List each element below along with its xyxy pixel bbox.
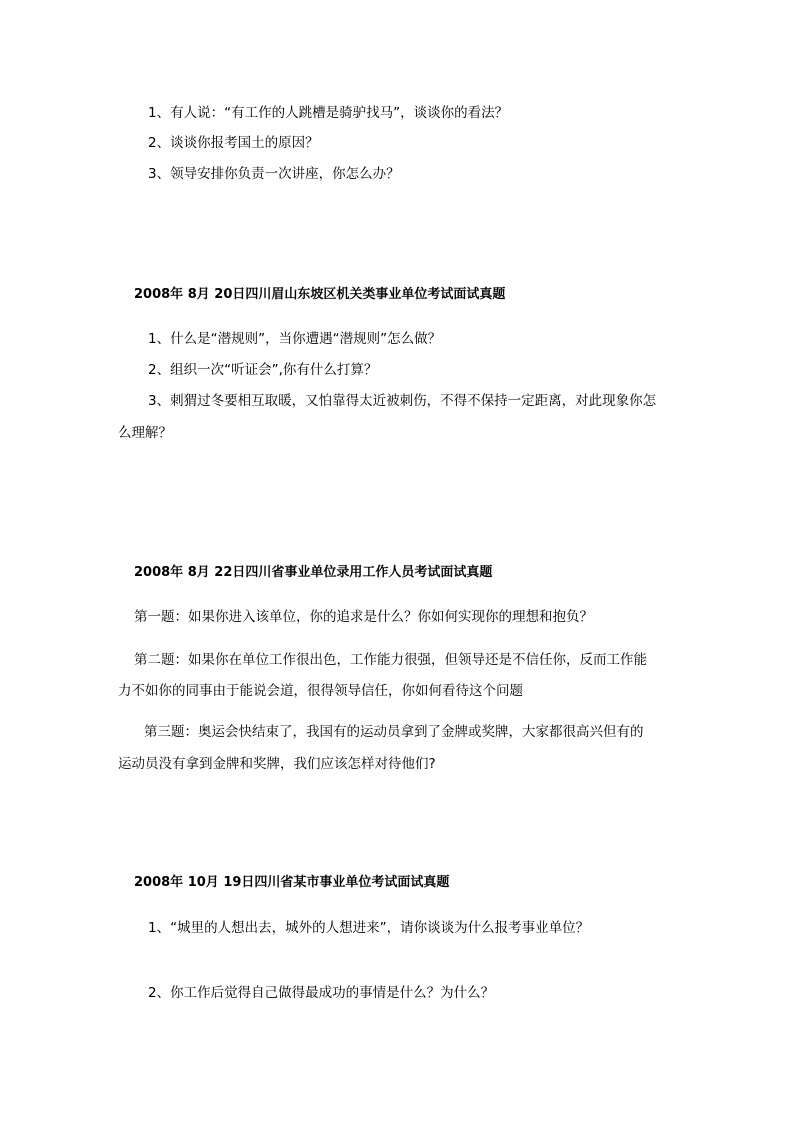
section-heading: 2008年 8月 20日四川眉山东坡区机关类事业单位考试面试真题 (134, 287, 506, 302)
question-line: 3、领导安排你负责一次讲座，你怎么办？ (148, 166, 400, 182)
question-line: 1、什么是“潜规则”，当你遭遇“潜规则”怎么做？ (148, 331, 442, 347)
question-line: 1、有人说：“有工作的人跳槽是骑驴找马”，谈谈你的看法？ (148, 105, 509, 121)
question-line: 运动员没有拿到金牌和奖牌，我们应该怎样对待他们? (118, 756, 436, 772)
question-line: 2、你工作后觉得自己做得最成功的事情是什么？为什么？ (148, 985, 495, 1001)
question-line: 第三题：奥运会快结束了，我国有的运动员拿到了金牌或奖牌，大家都很高兴但有的 (144, 724, 644, 740)
question-line: 力不如你的同事由于能说会道，很得领导信任，你如何看待这个问题 (118, 683, 523, 699)
question-line: 2、谈谈你报考国土的原因？ (148, 135, 319, 151)
question-line: 么理解？ (118, 425, 172, 441)
question-line: 1、“城里的人想出去，城外的人想进来”，请你谈谈为什么报考事业单位？ (148, 920, 590, 936)
section-heading: 2008年 10月 19日四川省某市事业单位考试面试真题 (134, 875, 450, 890)
question-line: 2、组织一次“听证会”,你有什么打算？ (148, 362, 378, 378)
section-heading: 2008年 8月 22日四川省事业单位录用工作人员考试面试真题 (134, 565, 493, 580)
question-line: 3、刺猬过冬要相互取暖，又怕靠得太近被刺伤，不得不保持一定距离，对此现象你怎 (148, 393, 657, 409)
question-line: 第二题：如果你在单位工作很出色，工作能力很强，但领导还是不信任你，反而工作能 (134, 652, 647, 668)
question-line: 第一题：如果你进入该单位，你的追求是什么？你如何实现你的理想和抱负？ (134, 609, 593, 625)
